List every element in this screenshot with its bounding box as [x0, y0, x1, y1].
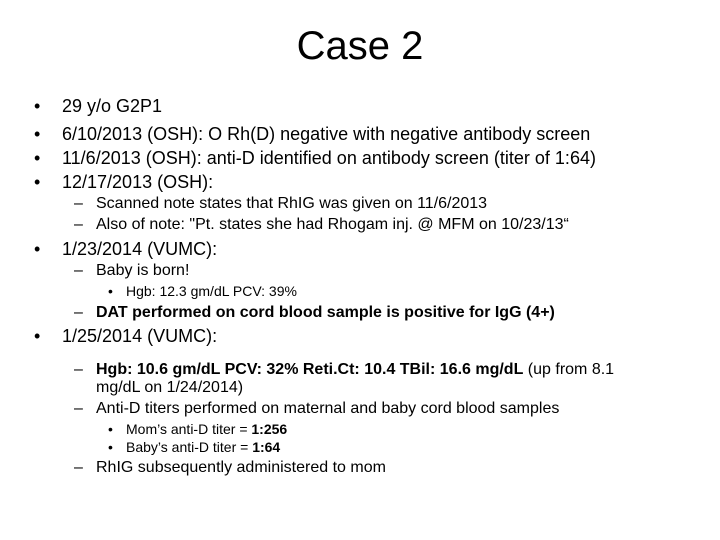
sub-text: DAT performed on cord blood sample is positive for IgG (4+) — [96, 304, 555, 321]
bullet-marker: • — [34, 326, 41, 346]
sub-item-labs-1-25-continued: mg/dL on 1/24/2014) — [96, 379, 244, 396]
bullet-text: 11/6/2013 (OSH): anti-D identified on antibody screen (titer of 1:64) — [62, 148, 596, 168]
dash-marker: – — [74, 304, 83, 321]
sub-text — [96, 360, 614, 380]
titer-label: Baby’s anti-D titer = — [126, 439, 253, 455]
titer-value: 1:64 — [252, 439, 281, 455]
lab-values: Hgb: 10.6 gm/dL PCV: 32% Reti.Ct: 10.4 TBil: 16.6 mg/dL — [96, 361, 524, 378]
bullet-text: 1/23/2014 (VUMC): — [62, 239, 218, 259]
dash-marker: – — [74, 262, 83, 279]
dash-marker: – — [74, 195, 83, 212]
dash-marker: – — [74, 361, 83, 378]
bullet-text: 29 y/o G2P1 — [62, 96, 163, 116]
dash-marker: – — [74, 216, 83, 233]
lab-note: (up from 8.1 — [523, 361, 615, 378]
sub-sub-text — [126, 420, 287, 438]
titer-value: 1:256 — [251, 421, 288, 437]
sub-text: Scanned note states that RhIG was given on 11/6/2013 — [96, 195, 488, 212]
bullet-marker: • — [108, 439, 113, 455]
sub-text: Also of note: "Pt. states she had Rhogam inj. @ MFM on 10/23/13“ — [96, 216, 569, 233]
sub-sub-text: Hgb: 12.3 gm/dL PCV: 39% — [126, 283, 297, 299]
bullet-marker: • — [108, 421, 113, 437]
sub-sub-text — [126, 438, 280, 456]
titer-label: Mom’s anti-D titer = — [126, 421, 252, 437]
bullet-marker: • — [34, 172, 41, 192]
dash-marker: – — [74, 459, 83, 476]
bullet-marker: • — [34, 124, 41, 144]
bullet-marker: • — [108, 283, 113, 299]
bullet-text: 6/10/2013 (OSH): O Rh(D) negative with negative antibody screen — [62, 124, 591, 144]
bullet-marker: • — [34, 239, 41, 259]
bullet-marker: • — [34, 148, 41, 168]
sub-text: Anti-D titers performed on maternal and baby cord blood samples — [96, 400, 560, 417]
sub-text: RhIG subsequently administered to mom — [96, 459, 386, 476]
sub-text: Baby is born! — [96, 262, 190, 279]
dash-marker: – — [74, 400, 83, 417]
bullet-text: 12/17/2013 (OSH): — [62, 172, 214, 192]
bullet-marker: • — [34, 96, 41, 116]
bullet-text: 1/25/2014 (VUMC): — [62, 326, 218, 346]
slide-title: Case 2 — [296, 24, 424, 68]
